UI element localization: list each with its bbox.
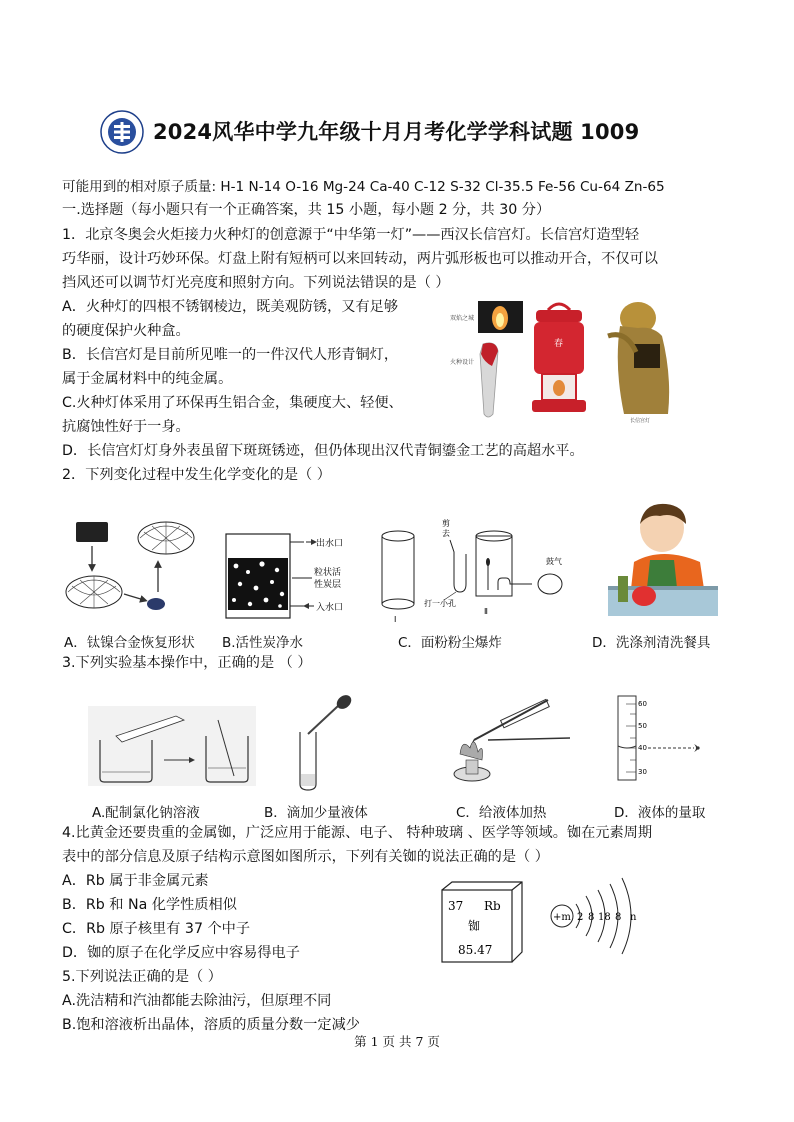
q1-option-a: A．火种灯的四根不锈钢棱边，既美观防锈，又有足够 [62, 299, 399, 315]
q1-lamp-image [448, 296, 698, 426]
q2-dust-explosion-image [372, 514, 572, 626]
q5-option-b: B.饱和溶液析出晶体，溶质的质量分数一定减少 [62, 1017, 360, 1033]
q3-tick-50: 50 [638, 722, 647, 730]
q1-option-b-cont: 属于金属材料中的纯金属。 [62, 371, 233, 387]
q2-label-roman-2: Ⅱ [484, 607, 488, 616]
atomic-masses: 可能用到的相对原子质量: H-1 N-14 O-16 Mg-24 Ca-40 C-12 S-32 Cl-35.5 Fe-56 Cu-64 Zn-65 [62, 179, 665, 195]
q3-tick-30: 30 [638, 768, 647, 776]
q3-tick-60: 60 [638, 700, 647, 708]
q3-option-d: D．液体的量取 [614, 805, 706, 821]
q1-label-flame: 双焰之城 [450, 315, 475, 322]
q3-tick-40: 40 [638, 744, 647, 752]
q1-stem-line: 1．北京冬奥会火炬接力火种灯的创意源于“中华第一灯”——西汉长信宫灯。长信宫灯造型轻 [62, 227, 640, 243]
atom-shell-1: 2 [577, 912, 584, 923]
page-title: 2024风华中学九年级十月月考化学学科试题 1009 [153, 120, 640, 144]
q2-label-roman-1: Ⅰ [394, 615, 397, 624]
q1-option-b: B．长信宫灯是目前所见唯一的一件汉代人形青铜灯， [62, 347, 399, 363]
q1-label-lamp: 长信宫灯 [630, 418, 651, 424]
q2-label-blow: 鼓气 [546, 557, 562, 566]
page-footer: 第 1 页 共 7 页 [354, 1034, 440, 1049]
q1-option-c: C.火种灯体采用了环保再生铝合金，集硬度大、轻便、 [62, 395, 403, 411]
q4-stem-line: 表中的部分信息及原子结构示意图如图所示，下列有关铷的说法正确的是（ ） [62, 849, 549, 865]
q2-option-a: A．钛镍合金恢复形状 [64, 635, 195, 651]
q2-label-cut-1: 剪 [442, 519, 450, 528]
q2-label-hole: 打一小孔 [424, 599, 456, 608]
q4-stem-line: 4.比黄金还要贵重的金属铷，广泛应用于能源、电子、 特种玻璃 、医学等领域。铷在元素周期 [62, 825, 653, 841]
q3-option-a: A.配制氯化钠溶液 [92, 805, 200, 821]
element-symbol: Rb [484, 899, 501, 913]
element-mass: 85.47 [458, 943, 493, 957]
q4-option-d: D．铷的原子在化学反应中容易得电子 [62, 945, 300, 961]
school-logo [100, 110, 144, 154]
q1-label-design: 火种设计 [450, 359, 475, 366]
q4-option-b: B．Rb 和 Na 化学性质相似 [62, 897, 237, 913]
q2-option-b: B.活性炭净水 [222, 635, 304, 651]
atom-shell-3: 18 [598, 912, 611, 923]
atom-shell-5: n [630, 912, 637, 923]
q5-stem: 5.下列说法正确的是（ ） [62, 969, 222, 985]
element-name: 铷 [468, 919, 481, 933]
q4-element-cell [440, 880, 524, 964]
q1-option-d: D．长信宫灯灯身外表虽留下斑斑锈迹，但仍体现出汉代青铜鎏金工艺的高超水平。 [62, 443, 584, 459]
q3-option-b: B．滴加少量液体 [264, 805, 368, 821]
q2-washing-dishes-image [604, 498, 722, 620]
q5-option-a: A.洗洁精和汽油都能去除油污，但原理不同 [62, 993, 332, 1009]
q2-label-outlet: 出水口 [316, 539, 344, 549]
section-heading: 一.选择题（每小题只有一个正确答案，共 15 小题，每小题 2 分，共 30 分） [62, 202, 551, 218]
q3-nacl-solution-image [88, 706, 256, 786]
q3-dropper-image [286, 694, 366, 792]
q2-label-layer-2: 性炭层 [314, 580, 342, 590]
atom-nucleus: +m [553, 912, 571, 923]
q2-alloy-image [62, 508, 202, 618]
q1-option-c-cont: 抗腐蚀性好于一身。 [62, 419, 190, 435]
q2-stem: 2．下列变化过程中发生化学变化的是（ ） [62, 467, 331, 483]
atom-shell-4: 8 [615, 912, 622, 923]
q4-option-c: C．Rb 原子核里有 37 个中子 [62, 921, 251, 937]
q2-option-d: D．洗涤剂清洗餐具 [592, 635, 711, 651]
atom-shell-2: 8 [588, 912, 595, 923]
q2-label-cut-2: 去 [442, 529, 450, 538]
element-number: 37 [448, 899, 464, 913]
q3-stem: 3.下列实验基本操作中，正确的是 （ ） [62, 655, 312, 671]
q2-option-c: C．面粉粉尘爆炸 [398, 635, 502, 651]
q2-label-inlet: 入水口 [316, 603, 344, 613]
q3-option-c: C．给液体加热 [456, 805, 547, 821]
q1-stem-line: 巧华丽，设计巧妙环保。灯盘上附有短柄可以来回转动，两片弧形板也可以推动开合，不仅可以 [62, 251, 658, 267]
q3-heating-image [444, 690, 584, 790]
q4-atom-diagram [548, 874, 658, 958]
q2-label-layer-1: 粒状活 [314, 568, 342, 578]
q4-option-a: A．Rb 属于非金属元素 [62, 873, 209, 889]
q1-option-a-cont: 的硬度保护火种盒。 [62, 323, 190, 339]
svg-text:春: 春 [554, 339, 564, 349]
q3-measuring-image [608, 690, 718, 790]
q2-carbon-filter-image [222, 526, 372, 622]
q1-stem-line: 挡风还可以调节灯光亮度和照射方向。下列说法错误的是（ ） [62, 275, 450, 291]
